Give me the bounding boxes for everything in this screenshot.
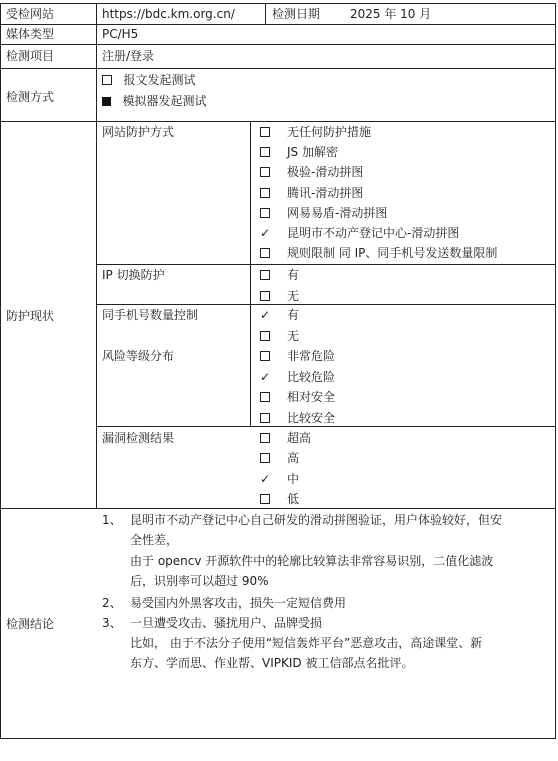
option-label: 低 <box>287 492 300 506</box>
ip-switch-label: IP 切换防护 <box>102 268 165 282</box>
option-label: JS 加解密 <box>287 145 338 159</box>
date-value: 2025 年 10 月 <box>350 7 432 21</box>
method-option: 模拟器发起测试 <box>102 93 206 109</box>
unchecked-box-icon <box>259 245 271 261</box>
checkmark-icon: ✓ <box>259 370 271 384</box>
rule <box>96 426 556 427</box>
rule <box>0 738 556 739</box>
checkmark-icon: ✓ <box>259 472 271 486</box>
media-label: 媒体类型 <box>6 27 55 41</box>
conclusion-line: 由于 opencv 开源软件中的轮廓比较算法非常容易识别，二值化滤波 <box>130 554 494 568</box>
unchecked-box-icon <box>259 450 271 466</box>
conclusion-label: 检测结论 <box>6 617 55 631</box>
option-label: 无任何防护措施 <box>287 125 372 139</box>
option-label: 有 <box>287 308 300 322</box>
unchecked-box-icon <box>259 491 271 507</box>
date-label: 检测日期 <box>272 7 321 21</box>
conclusion-num: 1、 <box>102 513 122 527</box>
site-url: https://bdc.km.org.cn/ <box>102 7 235 21</box>
unchecked-box-icon <box>259 144 271 160</box>
vuln-label: 漏洞检测结果 <box>102 431 175 445</box>
unchecked-box-icon <box>259 389 271 405</box>
unchecked-box-icon <box>259 124 271 140</box>
option-label: 网易易盾-滑动拼图 <box>287 206 388 220</box>
option-label: 比较危险 <box>287 370 336 384</box>
method-option: 报文发起测试 <box>102 72 195 88</box>
conclusion-line: 全性差， <box>130 533 179 547</box>
option-label: 腾讯-滑动拼图 <box>287 186 364 200</box>
conclusion-line: 昆明市不动产登记中心自己研发的滑动拼图验证，用户体验较好，但安 <box>130 513 503 527</box>
option-label: 高 <box>287 451 300 465</box>
rule <box>265 3 266 24</box>
unchecked-box-icon <box>259 164 271 180</box>
rule <box>0 3 556 4</box>
option-label: 无 <box>287 289 300 303</box>
protection-label: 防护现状 <box>6 309 55 323</box>
unchecked-box-icon <box>259 410 271 426</box>
rule <box>0 68 556 69</box>
rule <box>96 304 556 305</box>
unchecked-box-icon <box>259 267 271 283</box>
rule <box>250 121 251 426</box>
risk-label: 风险等级分布 <box>102 349 175 363</box>
conclusion-line: 东方、学而思、作业帮、VIPKID 被工信部点名批评。 <box>130 656 414 670</box>
option-label: 无 <box>287 329 300 343</box>
rule <box>0 121 556 122</box>
media-value: PC/H5 <box>102 27 139 41</box>
rule <box>0 508 556 509</box>
conclusion-num: 3、 <box>102 616 122 630</box>
checkmark-icon: ✓ <box>259 226 271 240</box>
item-label: 检测项目 <box>6 49 55 63</box>
rule <box>0 3 1 739</box>
option-label: 超高 <box>287 431 312 445</box>
option-label: 比较安全 <box>287 411 336 425</box>
unchecked-box-icon <box>259 328 271 344</box>
unchecked-box-icon <box>259 430 271 446</box>
conclusion-line: 后，识别率可以超过 90% <box>130 574 269 588</box>
unchecked-box-icon <box>259 205 271 221</box>
method-label: 检测方式 <box>6 90 55 104</box>
unchecked-box-icon <box>259 288 271 304</box>
option-label: 极验-滑动拼图 <box>287 165 364 179</box>
rule <box>96 3 97 508</box>
filled-box-icon <box>102 97 111 106</box>
option-label: 规则限制 同 IP、同手机号发送数量限制 <box>287 246 498 260</box>
rule <box>0 24 556 25</box>
unchecked-box-icon <box>259 185 271 201</box>
phone-limit-label: 同手机号数量控制 <box>102 308 199 322</box>
rule <box>96 264 556 265</box>
site-protect-label: 网站防护方式 <box>102 125 175 139</box>
option-label: 非常危险 <box>287 349 336 363</box>
unchecked-box-icon <box>259 348 271 364</box>
checkmark-icon: ✓ <box>259 308 271 322</box>
rule <box>0 44 556 45</box>
option-label: 相对安全 <box>287 390 336 404</box>
conclusion-line: 一旦遭受攻击、骚扰用户、品牌受损 <box>130 616 323 630</box>
conclusion-line: 比如， 由于不法分子使用“短信轰炸平台”恶意攻击，高途课堂、新 <box>130 636 483 650</box>
item-value: 注册/登录 <box>102 49 155 63</box>
site-label: 受检网站 <box>6 7 55 21</box>
option-label: 中 <box>287 472 300 486</box>
conclusion-num: 2、 <box>102 596 122 610</box>
unchecked-box-icon <box>102 75 112 85</box>
option-label: 昆明市不动产登记中心-滑动拼图 <box>287 226 460 240</box>
rule <box>555 3 556 739</box>
option-label: 有 <box>287 268 300 282</box>
conclusion-line: 易受国内外黑客攻击，损失一定短信费用 <box>130 596 347 610</box>
